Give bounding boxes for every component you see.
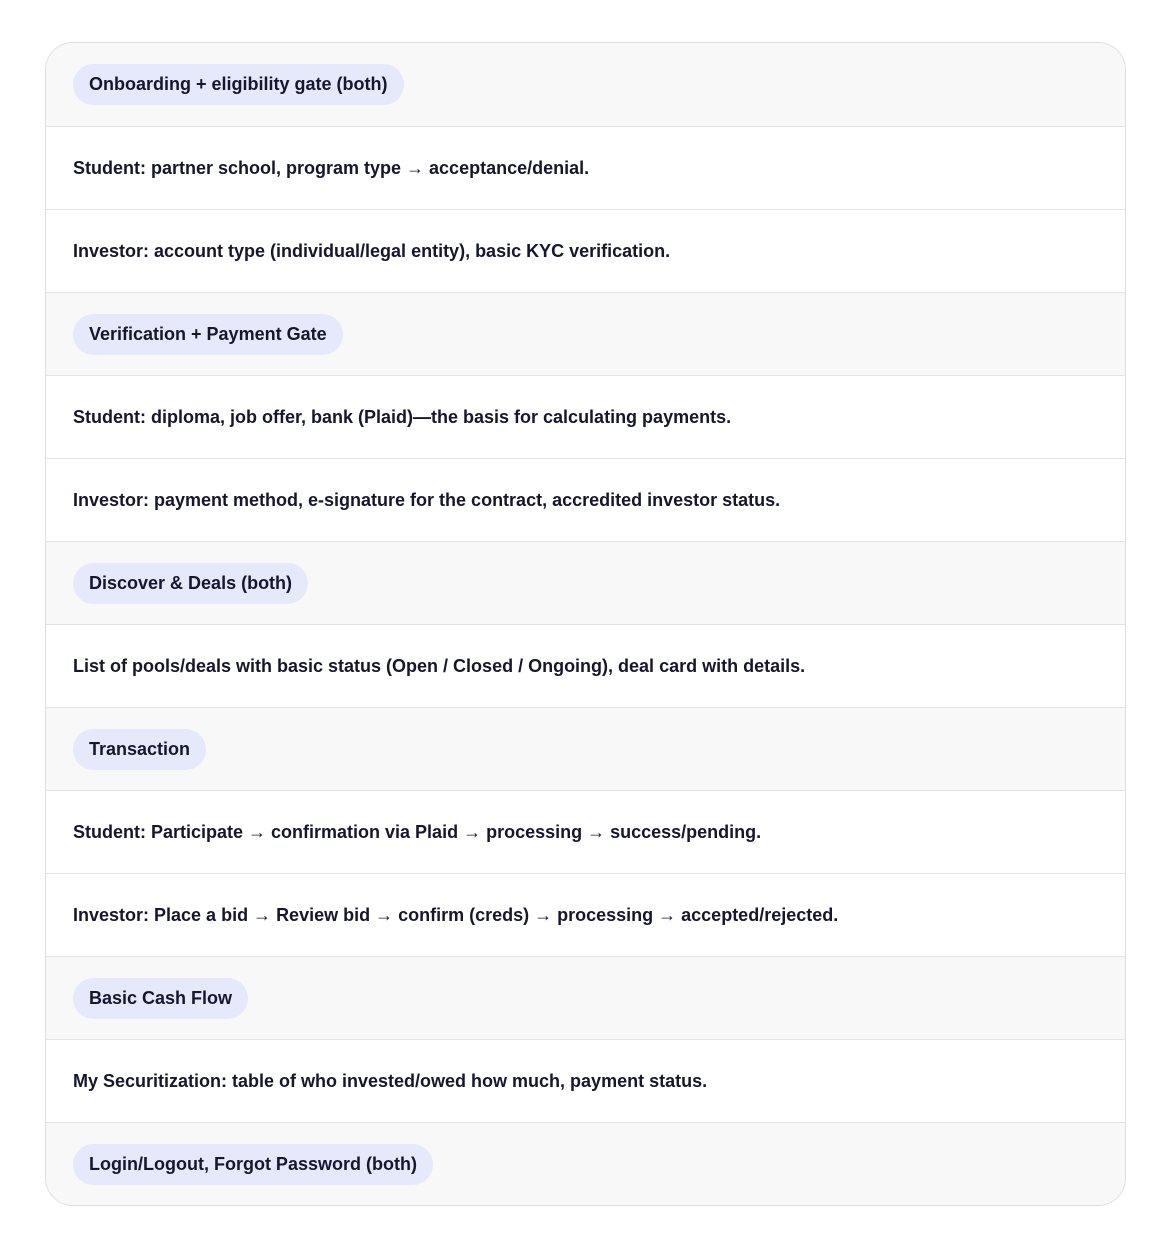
section-pill-login: Login/Logout, Forgot Password (both) <box>73 1144 433 1185</box>
section-header-row <box>46 43 1125 126</box>
section-pill-transaction: Transaction <box>73 729 206 770</box>
list-item-text: Investor: payment method, e-signature for the contract, accredited investor status. <box>73 489 781 510</box>
list-item-text: Student: Participate → confirmation via Plaid → processing → success/pending. <box>73 821 762 842</box>
section-pill-discover: Discover & Deals (both) <box>73 563 308 604</box>
section-header-row <box>46 541 1125 624</box>
section-header-row <box>46 1122 1125 1205</box>
list-item <box>46 1039 1125 1122</box>
list-item-text: Investor: Place a bid → Review bid → confirm (creds) → processing → accepted/rejected. <box>73 904 839 925</box>
list-item <box>46 375 1125 458</box>
feature-list-card <box>45 42 1126 1206</box>
list-item-text: Student: partner school, program type → acceptance/denial. <box>73 157 590 178</box>
list-item <box>46 458 1125 541</box>
list-item <box>46 873 1125 956</box>
section-pill-verification: Verification + Payment Gate <box>73 314 343 355</box>
section-header-row <box>46 956 1125 1039</box>
list-item-text: Student: diploma, job offer, bank (Plaid)—the basis for calculating payments. <box>73 406 732 427</box>
list-item <box>46 209 1125 292</box>
list-item-text: My Securitization: table of who invested/owed how much, payment status. <box>73 1070 708 1091</box>
list-item <box>46 126 1125 209</box>
list-item-text: List of pools/deals with basic status (Open / Closed / Ongoing), deal card with details. <box>73 655 806 676</box>
section-pill-onboarding: Onboarding + eligibility gate (both) <box>73 64 404 105</box>
list-item-text: Investor: account type (individual/legal entity), basic KYC verification. <box>73 240 671 261</box>
section-header-row <box>46 292 1125 375</box>
section-pill-cash-flow: Basic Cash Flow <box>73 978 248 1019</box>
section-header-row <box>46 707 1125 790</box>
list-item <box>46 624 1125 707</box>
list-item <box>46 790 1125 873</box>
